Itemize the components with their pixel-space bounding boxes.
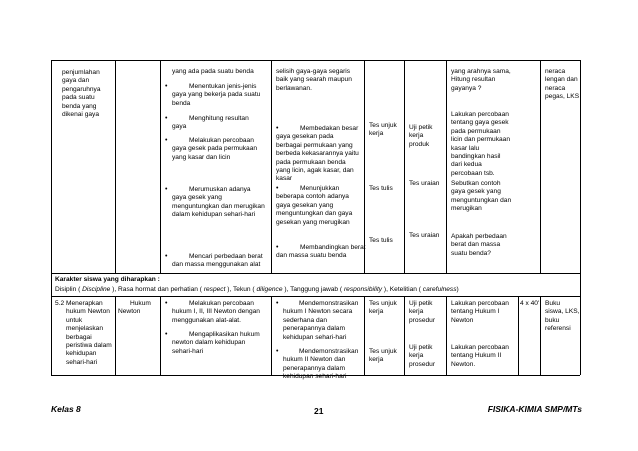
row2-contoh-0: Lakukan percobaan tentang Hukum I Newton [451,300,509,324]
row1-bentuk-2: Tes uraian [409,232,440,239]
table-border-left [51,60,52,375]
row2-sumber: Buku siswa, LKS, buku referensi [545,300,580,333]
row1-indikator-2: Menunjukkan beberapa contoh adanya gaya gesekan yang menguntungkan dan gaya gesekan yang merugikan [276,185,353,226]
row1-kegiatan-2: Menghitung resultan gaya [172,115,249,131]
row1-teknik-0: Tes unjuk kerja [369,122,397,138]
row2-kegiatan-0: Melakukan percobaan hukum I, II, III Newton dengan menggunakan alat-alat. [172,300,260,324]
table-border-right [580,60,581,375]
row1-indikator-0: selisih gaya-gaya segaris baik yang searah maupun berlawanan. [276,68,352,92]
row1-contoh-0: yang arahnya sama, Hitung resultan gayanya ? [451,68,511,92]
row1-contoh-3: Apakah perbedaan berat dan massa suatu benda? [451,233,507,257]
karakter-text: Disiplin ( Discipline ), Rasa hormat dan perhatian ( respect ), Tekun ( diligence ), Tanggung jawab ( responsibility ), Ketelitian ( carefulness) [55,286,459,293]
row1-kegiatan-5: Mencari perbedaan berat dan massa menggunakan alat [172,253,263,269]
row1-kegiatan-4: Merumuskan adanya gaya gesek yang menguntungkan dan merugikan dalam kehidupan sehari-hari [172,186,265,219]
row2-waktu: 4 x 40' [520,300,540,307]
row1-kegiatan-bullet-4: • [165,186,168,193]
row2-kd: 5.2 Menerapkan hukum Newton untuk menjelaskan berbagai peristiwa dalam kehidupan sehari-hari [55,300,112,366]
karakter-heading: Karakter siswa yang diharapkan : [55,276,160,283]
row1-indikator-bullet-3: • [276,244,279,251]
row1-indikator-3: Membandingkan berat dan massa suatu benda [276,244,366,260]
row1-kegiatan-1: Menentukan jenis-jenis gaya yang bekerja pada suatu benda [172,83,261,107]
footer-class: Kelas 8 [51,404,81,414]
row1-sumber: neraca lengan dan neraca pegas, LKS [545,68,580,101]
row1-indikator-bullet-2: • [276,185,279,192]
row1-contoh-2: Sebutkan contoh gaya gesek yang menguntungkan dan merugikan [451,180,512,213]
row2-bentuk-1: Uji petik kerja prosedur [409,344,436,368]
row2-indikator-1: Mendemonstrasikan hukum II Newton dan penerapannya dalam kehidupan sehari-hari [283,348,359,381]
row1-kegiatan-3: Melakukan percobaan gaya gesek pada permukaan yang kasar dan licin [172,137,258,161]
row1-bentuk-0: Uji petik kerja produk [409,124,433,148]
table-border-top [51,60,580,61]
row2-kegiatan-bullet-0: • [165,300,168,307]
row1-kegiatan-bullet-5: • [165,253,168,260]
footer-page-number: 21 [314,406,324,416]
row2-teknik-0: Tes unjuk kerja [369,300,397,316]
row2-materi: Hukum Newton [118,300,151,316]
row2-bentuk-0: Uji petik kerja prosedur [409,300,436,324]
row1-teknik-1: Tes tulis [369,185,393,192]
row2-kegiatan-1: Mengaplikasikan hukum newton dalam kehidupan sehari-hari [172,331,260,355]
row1-bentuk-1: Tes uraian [409,180,440,187]
row1-kegiatan-bullet-1: • [165,83,168,90]
footer-subject: FISIKA-KIMIA SMP/MTs [487,404,582,414]
row1-teknik-2: Tes tulis [369,237,393,244]
row2-indikator-bullet-1: • [276,348,279,355]
row1-kegiatan-bullet-3: • [165,137,168,144]
row1-materi: penjumlahan gaya dan pengaruhnya pada suatu benda yang dikenai gaya [62,69,101,119]
row2-contoh-1: Lakukan percobaan tentang Hukum II Newton. [451,344,509,368]
row2-teknik-1: Tes unjuk kerja [369,348,397,364]
row1-kegiatan-0: yang ada pada suatu benda [172,68,254,75]
row1-indikator-bullet-1: • [276,125,279,132]
row1-kegiatan-bullet-2: • [165,115,168,122]
row2-kegiatan-bullet-1: • [165,331,168,338]
row2-indikator-0: Mendemonstrasikan hukum I Newton secara sederhana dan penerapannya dalam kehidupan sehari-hari [283,300,359,341]
row1-indikator-1: Membedakan besar gaya gesekan pada berbagai permukaan yang berbeda kekasarannya yaitu pada permukaan benda yang licin, agak kasar, dan kasar [276,125,359,183]
row1-contoh-1: Lakukan percobaan tentang gaya gesek pada permukaan licin dan permukaan kasar lalu bandingkan hasil dari kedua percobaan tsb. [451,111,511,177]
row2-indikator-bullet-0: • [276,300,279,307]
